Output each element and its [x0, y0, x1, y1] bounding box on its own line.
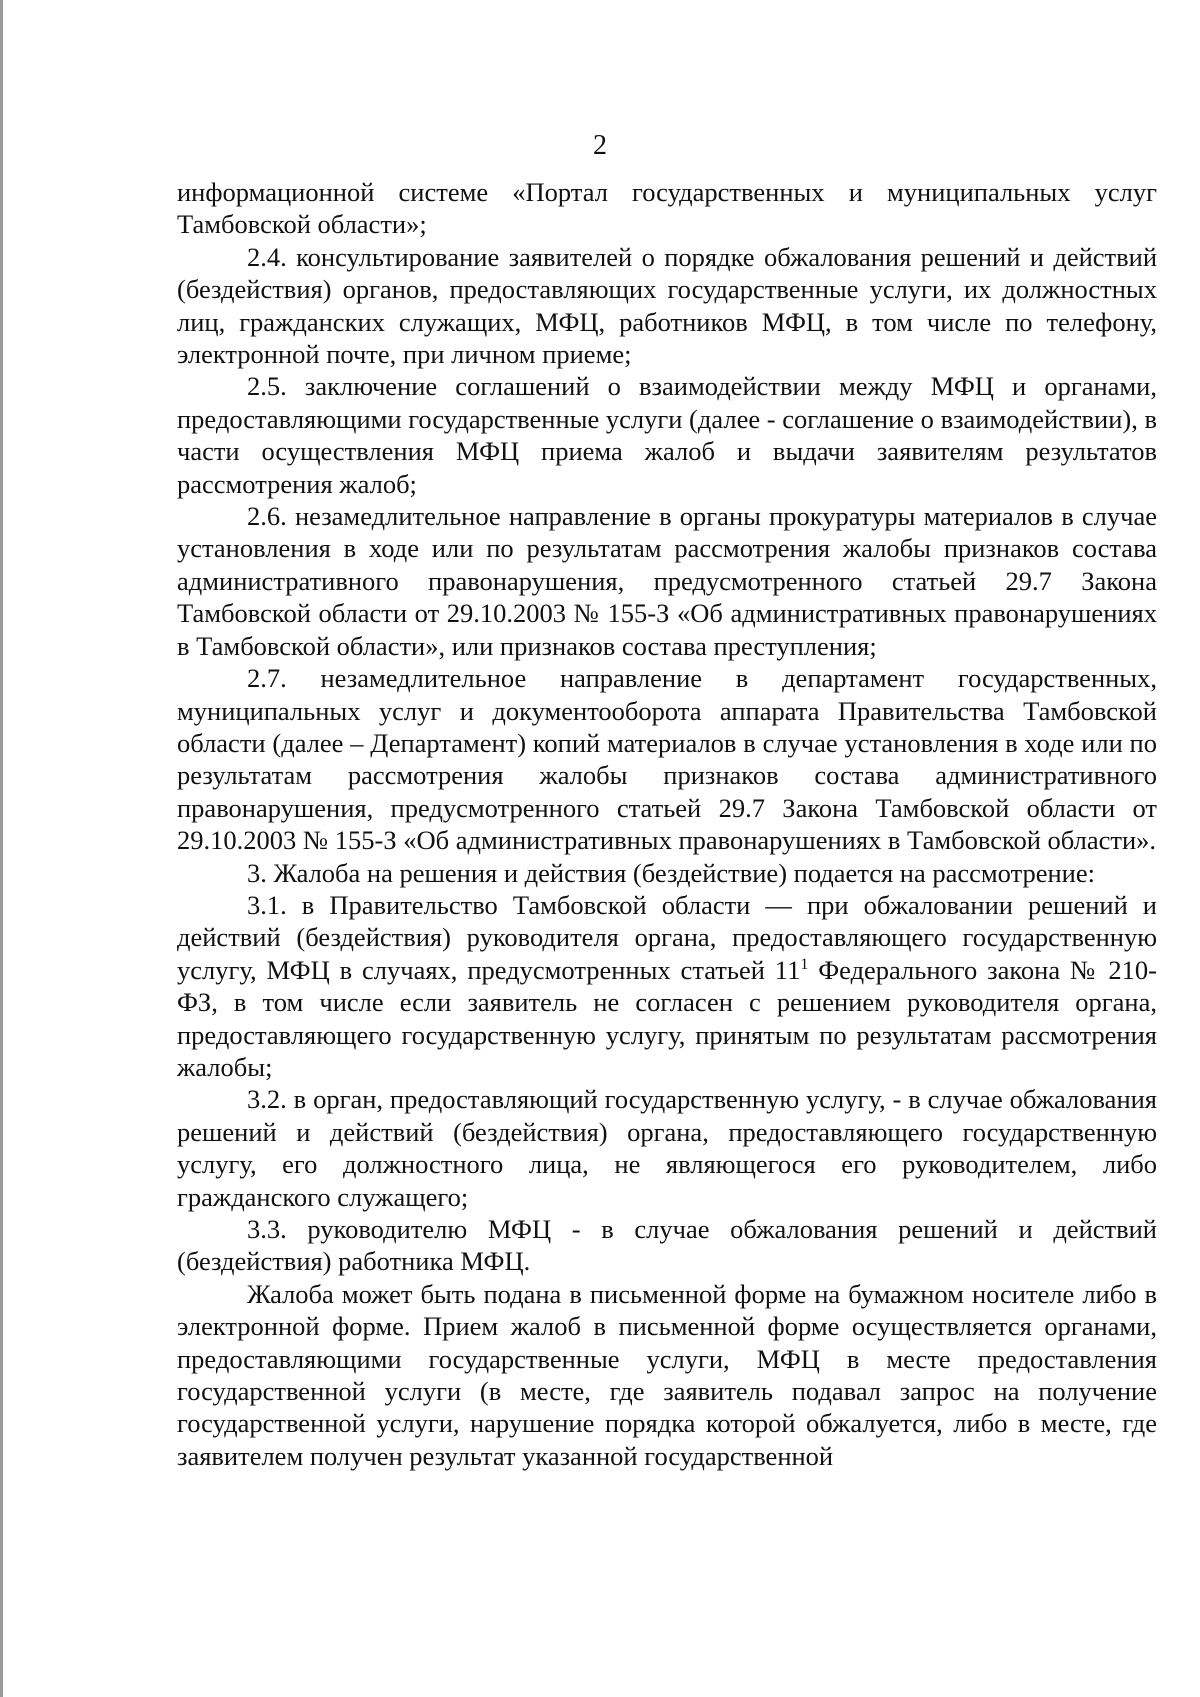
paragraph-3-3: 3.3. руководителю МФЦ - в случае обжалования решений и действий (бездействия) работника МФЦ.: [177, 1214, 1157, 1277]
paragraph-2-7: 2.7. незамедлительное направление в департамент государственных, муниципальных услуг и документооборота аппарата Правительства Тамбовской области (далее – Департамент) копий материалов в случае установления в ходе или по результатам рассмотрения жалобы признаков состава административного правонарушения, предусмотренного статьей 29.7 Закона Тамбовской области от 29.10.2003 № 155-З «Об административных правонарушениях в Тамбовской области».: [177, 663, 1157, 856]
paragraph-2-4: 2.4. консультирование заявителей о порядке обжалования решений и действий (бездействия) органов, предоставляющих государственные услуги, их должностных лиц, гражданских служащих, МФЦ, работников МФЦ, в том числе по телефону, электронной почте, при личном приеме;: [177, 241, 1157, 370]
paragraph-3-1-text-a: 3.1. в Правительство Тамбовской области — при обжаловании решений и действий (бездействия) руководителя органа, предоставляющего государственную услугу, МФЦ в случаях, предусмотренных статьей 11: [177, 889, 1157, 985]
scan-edge: [0, 0, 3, 1697]
paragraph-2-5: 2.5. заключение соглашений о взаимодействии между МФЦ и органами, предоставляющими государственные услуги (далее - соглашение о взаимодействии), в части осуществления МФЦ приема жалоб и выдачи заявителям результатов рассмотрения жалоб;: [177, 371, 1157, 499]
paragraph-continuation: информационной системе «Портал государственных и муниципальных услуг Тамбовской области»;: [177, 177, 1157, 240]
paragraph-complaint-form: Жалоба может быть подана в письменной форме на бумажном носителе либо в электронной форме. Прием жалоб в письменной форме осуществляется органами, предоставляющими государственные услуги, МФЦ в месте предоставления государственной услуги (в месте, где заявитель подавал запрос на получение государственной услуги, нарушение порядка которой обжалуется, либо в месте, где заявителем получен результат указанной государственной: [177, 1278, 1157, 1471]
paragraph-3-1: [177, 889, 1157, 1083]
document-body: [177, 176, 1157, 1472]
paragraph-2-6: 2.6. незамедлительное направление в органы прокуратуры материалов в случае установления в ходе или по результатам рассмотрения жалобы признаков состава административного правонарушения, предусмотренного статьей 29.7 Закона Тамбовской области от 29.10.2003 № 155-З «Об административных правонарушениях в Тамбовской области», или признаков состава преступления;: [177, 501, 1157, 661]
page-number: 2: [593, 130, 607, 161]
superscript: 1: [800, 955, 809, 973]
paragraph-3-2: 3.2. в орган, предоставляющий государственную услугу, - в случае обжалования решений и действий (бездействия) органа, предоставляющего государственную услугу, его должностного лица, не являющегося его руководителем, либо гражданского служащего;: [177, 1084, 1157, 1212]
paragraph-3: 3. Жалоба на решения и действия (бездействие) подается на рассмотрение:: [247, 857, 1095, 888]
paragraph-3-1-text-b: Федерального закона № 210-ФЗ, в том числе если заявитель не согласен с решением руководителя органа, предоставляющего государственную услугу, принятым по результатам рассмотрения жалобы;: [177, 954, 1157, 1082]
